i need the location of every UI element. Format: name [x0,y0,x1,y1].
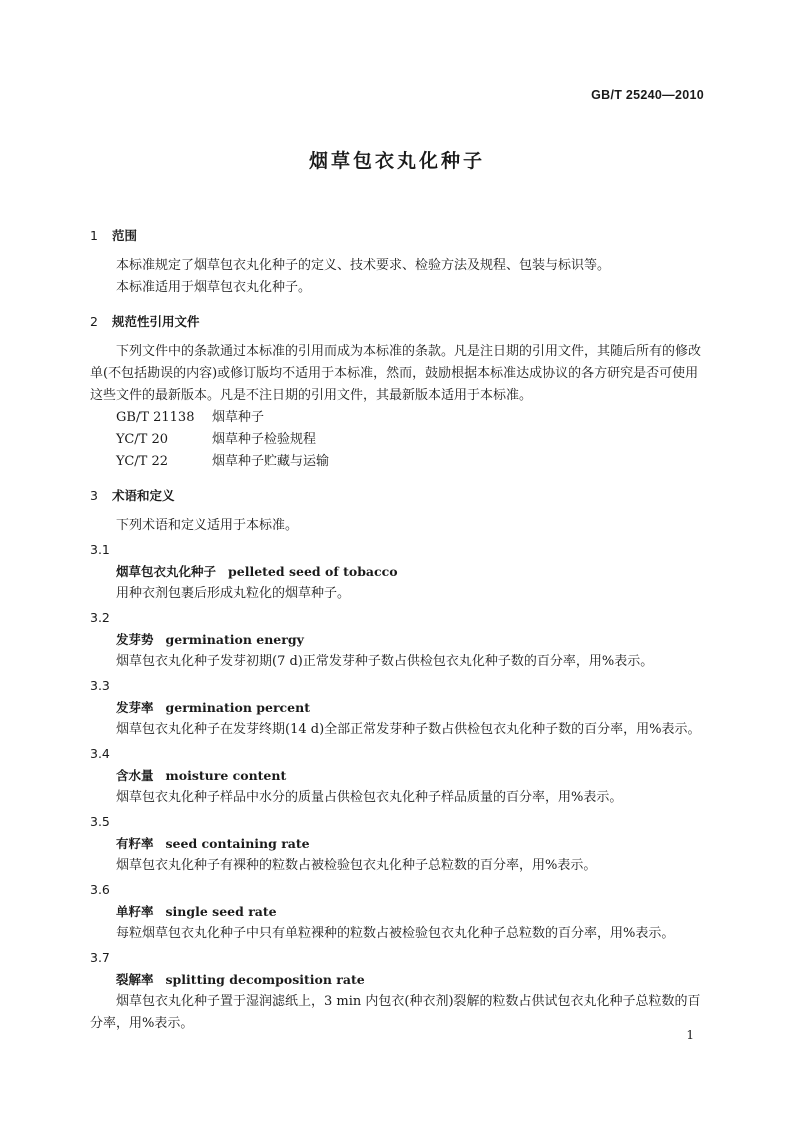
scope-paragraph: 本标准规定了烟草包衣丸化种子的定义、技术要求、检验方法及规程、包装与标识等。 [116,258,611,273]
section-heading-terms [90,485,706,507]
term-definition: 每粒烟草包衣丸化种子中只有单粒裸种的粒数占被检验包衣丸化种子总粒数的百分率，用%表示。 [116,926,675,941]
page-number: 1 [686,1028,694,1042]
standard-code: GB/T 25240—2010 [591,88,704,102]
term-name [90,561,706,583]
term-name-zh: 发芽势 [116,632,154,647]
term-name-zh: 单籽率 [116,904,154,919]
term-name-zh: 烟草包衣丸化种子 [116,564,217,579]
reference-item [90,451,706,473]
term-name-en: pelleted seed of tobacco [228,564,398,579]
term-name-en: germination percent [165,700,310,715]
reference-code: GB/T 21138 [116,410,195,425]
term-definition: 烟草包衣丸化种子在发芽终期(14 d)全部正常发芽种子数占供检包衣丸化种子数的百分率，用%表示。 [116,722,701,737]
section-title: 术语和定义 [112,488,175,503]
term-name [90,901,706,923]
reference-code: YC/T 22 [116,454,169,469]
section-heading-normative-references [90,311,706,333]
term-name [90,765,706,787]
term-name-zh: 裂解率 [116,972,154,987]
document-title: 烟草包衣丸化种子 [308,150,485,172]
term-definition: 烟草包衣丸化种子样品中水分的质量占供检包衣丸化种子样品质量的百分率，用%表示。 [116,790,623,805]
reference-item [90,429,706,451]
section-number: 2 [90,314,98,329]
reference-title: 烟草种子贮藏与运输 [212,454,330,469]
reference-item [90,407,706,429]
term-name-zh: 含水量 [116,768,154,783]
reference-title: 烟草种子 [212,410,265,425]
document-body [90,213,706,1035]
references-intro: 下列文件中的条款通过本标准的引用而成为本标准的条款。凡是注日期的引用文件，其随后所有的修改单(不包括勘误的内容)或修订版均不适用于本标准，然而，鼓励根据本标准达成协议的各方研究是否可使用这些文件的最新版本。凡是不注日期的引用文件，其最新版本适用于本标准。 [90,344,702,403]
section-title: 范围 [112,228,138,243]
section-number: 1 [90,228,98,243]
reference-code: YC/T 20 [116,432,169,447]
term-name-en: single seed rate [165,904,277,919]
scope-paragraph: 本标准适用于烟草包衣丸化种子。 [116,280,312,295]
term-definition: 用种衣剂包裹后形成丸粒化的烟草种子。 [116,586,351,601]
term-name-zh: 有籽率 [116,836,154,851]
term-name [90,697,706,719]
section-number: 3 [90,488,98,503]
term-number: 3.2 [90,610,110,625]
term-definition: 烟草包衣丸化种子发芽初期(7 d)正常发芽种子数占供检包衣丸化种子数的百分率，用%表示。 [116,654,654,669]
term-number: 3.4 [90,746,110,761]
term-name-en: splitting decomposition rate [165,972,365,987]
term-number: 3.5 [90,814,110,829]
term-name-zh: 发芽率 [116,700,154,715]
term-number: 3.3 [90,678,110,693]
term-definition: 烟草包衣丸化种子置于湿润滤纸上，3 min 内包衣(种衣剂)裂解的粒数占供试包衣丸化种子总粒数的百分率，用%表示。 [90,994,701,1031]
term-name-en: moisture content [165,768,287,783]
term-name [90,969,706,991]
reference-title: 烟草种子检验规程 [212,432,317,447]
term-number: 3.1 [90,542,110,557]
term-name [90,833,706,855]
section-title: 规范性引用文件 [112,314,200,329]
term-name [90,629,706,651]
term-name-en: germination energy [165,632,304,647]
terms-intro: 下列术语和定义适用于本标准。 [116,518,299,533]
term-number: 3.7 [90,950,110,965]
term-name-en: seed containing rate [165,836,310,851]
section-heading-scope [90,225,706,247]
term-number: 3.6 [90,882,110,897]
term-definition: 烟草包衣丸化种子有裸种的粒数占被检验包衣丸化种子总粒数的百分率，用%表示。 [116,858,597,873]
